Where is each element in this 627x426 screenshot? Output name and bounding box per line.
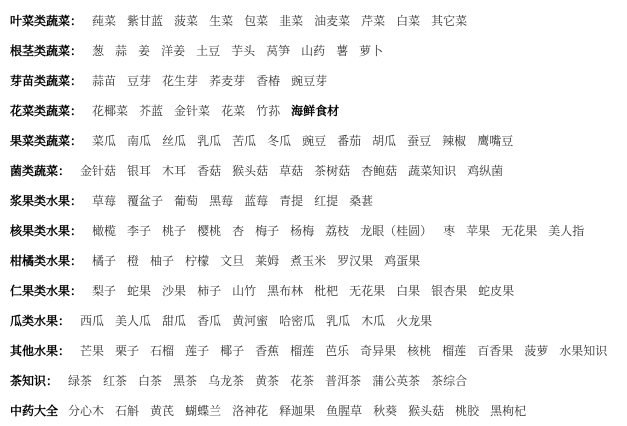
category-link[interactable]: 土豆 [196, 44, 221, 58]
category-link[interactable]: 文旦 [220, 254, 245, 268]
category-link[interactable]: 桃胶 [455, 404, 480, 418]
category-link[interactable]: 香椿 [256, 74, 281, 88]
category-link[interactable]: 鱼腥草 [326, 404, 363, 418]
category-link[interactable]: 蚕豆 [407, 134, 432, 148]
category-title: 中药大全 [10, 404, 59, 418]
category-link[interactable]: 苦瓜 [232, 134, 257, 148]
category-link[interactable]: 黑枸杞 [490, 404, 527, 418]
category-link[interactable]: 桃子 [162, 224, 187, 238]
category-nav [10, 6, 627, 426]
category-link[interactable]: 柠檬 [185, 254, 210, 268]
category-link[interactable]: 青提 [279, 194, 304, 208]
category-link[interactable]: 李子 [127, 224, 152, 238]
category-row [10, 156, 627, 186]
category-link[interactable]: 白茶 [138, 374, 163, 388]
category-link[interactable]: 榴莲 [442, 344, 467, 358]
category-link[interactable]: 普洱茶 [325, 374, 362, 388]
category-link[interactable]: 草莓 [92, 194, 117, 208]
category-title: 芽苗类蔬菜： [10, 74, 83, 88]
category-links [80, 336, 618, 366]
category-title: 柑橘类水果： [10, 254, 83, 268]
category-links [92, 186, 384, 216]
category-link[interactable]: 西瓜 [80, 314, 105, 328]
category-link[interactable]: 美人指 [548, 224, 585, 238]
category-link[interactable]: 蒜 [115, 44, 128, 58]
category-link[interactable]: 水果知识 [559, 344, 608, 358]
category-link[interactable]: 莴笋 [266, 44, 291, 58]
category-link[interactable]: 生菜 [209, 14, 234, 28]
category-links [92, 96, 350, 126]
category-link[interactable]: 椰子 [220, 344, 245, 358]
category-links [80, 156, 514, 186]
category-link[interactable]: 豌豆芽 [291, 74, 328, 88]
category-link[interactable]: 石榴 [150, 344, 175, 358]
category-links [68, 396, 537, 426]
category-link[interactable]: 柿子 [197, 284, 222, 298]
category-link[interactable]: 榴莲 [290, 344, 315, 358]
category-link[interactable]: 山竹 [232, 284, 257, 298]
category-link[interactable]: 美人瓜 [115, 314, 152, 328]
category-link[interactable]: 蓝莓 [244, 194, 269, 208]
category-links [92, 36, 394, 66]
category-link[interactable]: 樱桃 [197, 224, 222, 238]
category-link[interactable]: 黄河蜜 [232, 314, 269, 328]
category-title: 核果类水果： [10, 224, 83, 238]
category-link[interactable]: 白果 [396, 284, 421, 298]
category-link[interactable]: 花菜 [221, 104, 246, 118]
category-links [92, 126, 524, 156]
category-link[interactable]: 蒜苗 [92, 74, 117, 88]
category-link[interactable]: 猴头菇 [232, 164, 269, 178]
category-title: 其他水果： [10, 344, 71, 358]
category-link[interactable]: 银耳 [127, 164, 152, 178]
category-row [10, 246, 627, 276]
category-link[interactable]: 油麦菜 [314, 14, 351, 28]
category-link[interactable]: 蛇皮果 [478, 284, 515, 298]
category-link[interactable]: 黑茶 [173, 374, 198, 388]
category-link[interactable]: 分心木 [68, 404, 105, 418]
category-link[interactable]: 莲子 [185, 344, 210, 358]
category-row [10, 306, 627, 336]
category-link[interactable]: 韭菜 [279, 14, 304, 28]
category-link[interactable]: 海鲜食材 [291, 104, 340, 118]
category-row [10, 96, 627, 126]
category-link[interactable]: 石斛 [115, 404, 140, 418]
category-link[interactable]: 核桃 [407, 344, 432, 358]
category-link[interactable]: 香瓜 [197, 314, 222, 328]
category-link[interactable]: 花椰菜 [92, 104, 129, 118]
category-title: 根茎类蔬菜： [10, 44, 83, 58]
category-link[interactable]: 火龙果 [396, 314, 433, 328]
category-link[interactable]: 洋姜 [161, 44, 186, 58]
category-link[interactable]: 菠菜 [174, 14, 199, 28]
category-link[interactable]: 菠萝 [524, 344, 549, 358]
category-link[interactable]: 杏鲍菇 [361, 164, 398, 178]
category-link[interactable]: 芹菜 [361, 14, 386, 28]
category-link[interactable]: 紫甘蓝 [127, 14, 164, 28]
category-link[interactable]: 鸡纵菌 [467, 164, 504, 178]
category-link[interactable]: 番茄 [337, 134, 362, 148]
category-link[interactable]: 黄芪 [150, 404, 175, 418]
category-row [10, 126, 627, 156]
category-link[interactable]: 橘子 [92, 254, 117, 268]
category-link[interactable]: 奇异果 [360, 344, 397, 358]
category-link[interactable]: 菜瓜 [92, 134, 117, 148]
category-links [92, 246, 431, 276]
category-link[interactable]: 乌龙茶 [208, 374, 245, 388]
category-link[interactable]: 橙 [127, 254, 140, 268]
category-link[interactable]: 红提 [314, 194, 339, 208]
category-link[interactable]: 草菇 [279, 164, 304, 178]
category-link[interactable]: 黄茶 [255, 374, 280, 388]
category-link[interactable]: 桑葚 [349, 194, 374, 208]
category-link[interactable]: 橄榄 [92, 224, 117, 238]
category-row [10, 336, 627, 366]
category-title: 花菜类蔬菜： [10, 104, 83, 118]
category-link[interactable]: 金针菇 [80, 164, 117, 178]
category-link[interactable]: 无花果 [349, 284, 386, 298]
category-link[interactable]: 竹荪 [256, 104, 281, 118]
category-link[interactable]: 茶综合 [431, 374, 468, 388]
category-link[interactable]: 栗子 [115, 344, 140, 358]
category-link[interactable]: 秋葵 [373, 404, 398, 418]
category-link[interactable]: 银杏果 [431, 284, 468, 298]
category-link[interactable]: 木瓜 [361, 314, 386, 328]
category-link[interactable]: 香菇 [197, 164, 222, 178]
category-title: 瓜类水果： [10, 314, 71, 328]
category-link[interactable]: 枣 [443, 224, 456, 238]
category-title: 仁果类水果： [10, 284, 83, 298]
category-link[interactable]: 释迦果 [279, 404, 316, 418]
category-link[interactable]: 胡瓜 [372, 134, 397, 148]
category-link[interactable]: 罗汉果 [337, 254, 374, 268]
category-links [92, 6, 478, 36]
category-links [92, 276, 525, 306]
category-link[interactable]: 其它菜 [431, 14, 468, 28]
category-links [80, 306, 443, 336]
category-link[interactable]: 杨梅 [290, 224, 315, 238]
category-link[interactable]: 红茶 [103, 374, 128, 388]
category-link[interactable]: 荔枝 [325, 224, 350, 238]
category-links [92, 66, 338, 96]
category-link[interactable]: 覆盆子 [127, 194, 164, 208]
category-row [10, 396, 627, 426]
category-row [10, 216, 627, 246]
category-link[interactable]: 绿茶 [68, 374, 93, 388]
category-link[interactable]: 姜 [138, 44, 151, 58]
category-link[interactable]: 莱姆 [255, 254, 280, 268]
category-title: 浆果类水果： [10, 194, 83, 208]
category-link[interactable]: 洛神花 [232, 404, 269, 418]
category-link[interactable]: 芒果 [80, 344, 105, 358]
category-link[interactable]: 黑莓 [209, 194, 234, 208]
category-link[interactable]: 梅子 [255, 224, 280, 238]
category-link[interactable]: 葡萄 [174, 194, 199, 208]
category-row [10, 276, 627, 306]
category-link[interactable]: 柚子 [150, 254, 175, 268]
category-link[interactable]: 香蕉 [255, 344, 280, 358]
category-link[interactable]: 山药 [301, 44, 326, 58]
category-link[interactable]: 葱 [92, 44, 105, 58]
category-link[interactable]: 无花果 [501, 224, 538, 238]
category-link[interactable]: 煮玉米 [290, 254, 327, 268]
category-link[interactable]: 乳瓜 [197, 134, 222, 148]
category-title: 果菜类蔬菜： [10, 134, 83, 148]
category-title: 茶知识： [10, 374, 59, 388]
category-link[interactable]: 百香果 [477, 344, 514, 358]
category-link[interactable]: 花茶 [290, 374, 315, 388]
category-link[interactable]: 包菜 [244, 14, 269, 28]
category-link[interactable]: 苹果 [466, 224, 491, 238]
category-title: 叶菜类蔬菜： [10, 14, 83, 28]
category-links [68, 366, 478, 396]
category-link[interactable]: 萝卜 [359, 44, 384, 58]
category-link[interactable]: 丝瓜 [162, 134, 187, 148]
category-link[interactable]: 梨子 [92, 284, 117, 298]
category-link[interactable]: 黑布林 [267, 284, 304, 298]
category-link[interactable]: 哈密瓜 [279, 314, 316, 328]
category-link[interactable]: 白菜 [396, 14, 421, 28]
category-row [10, 36, 627, 66]
category-link[interactable]: 沙果 [162, 284, 187, 298]
category-link[interactable]: 豆芽 [127, 74, 152, 88]
category-link[interactable]: 荞麦芽 [209, 74, 246, 88]
category-link[interactable]: 芥蓝 [139, 104, 164, 118]
category-link[interactable]: 龙眼（桂圆） [360, 224, 433, 238]
category-link[interactable]: 芋头 [231, 44, 256, 58]
category-link[interactable]: 枇杷 [314, 284, 339, 298]
category-link[interactable]: 薯 [336, 44, 349, 58]
category-title: 菌类蔬菜： [10, 164, 71, 178]
category-links [92, 216, 595, 246]
category-link[interactable]: 蒲公英茶 [372, 374, 421, 388]
category-link[interactable]: 花生芽 [162, 74, 199, 88]
category-link[interactable]: 蝴蝶兰 [185, 404, 222, 418]
category-link[interactable]: 金针菜 [174, 104, 211, 118]
category-link[interactable]: 南瓜 [127, 134, 152, 148]
category-row [10, 366, 627, 396]
category-link[interactable]: 冬瓜 [267, 134, 292, 148]
category-row [10, 6, 627, 36]
category-link[interactable]: 杏 [232, 224, 245, 238]
category-link[interactable]: 甜瓜 [162, 314, 187, 328]
category-link[interactable]: 辣椒 [442, 134, 467, 148]
category-link[interactable]: 茶树菇 [314, 164, 351, 178]
category-row [10, 66, 627, 96]
category-link[interactable]: 豌豆 [302, 134, 327, 148]
category-row [10, 186, 627, 216]
category-link[interactable]: 鹰嘴豆 [477, 134, 514, 148]
category-link[interactable]: 猴头菇 [408, 404, 445, 418]
category-link[interactable]: 蔬菜知识 [408, 164, 457, 178]
category-link[interactable]: 芭乐 [325, 344, 350, 358]
category-link[interactable]: 莼菜 [92, 14, 117, 28]
category-link[interactable]: 鸡蛋果 [384, 254, 421, 268]
category-link[interactable]: 木耳 [162, 164, 187, 178]
category-link[interactable]: 乳瓜 [326, 314, 351, 328]
category-link[interactable]: 蛇果 [127, 284, 152, 298]
